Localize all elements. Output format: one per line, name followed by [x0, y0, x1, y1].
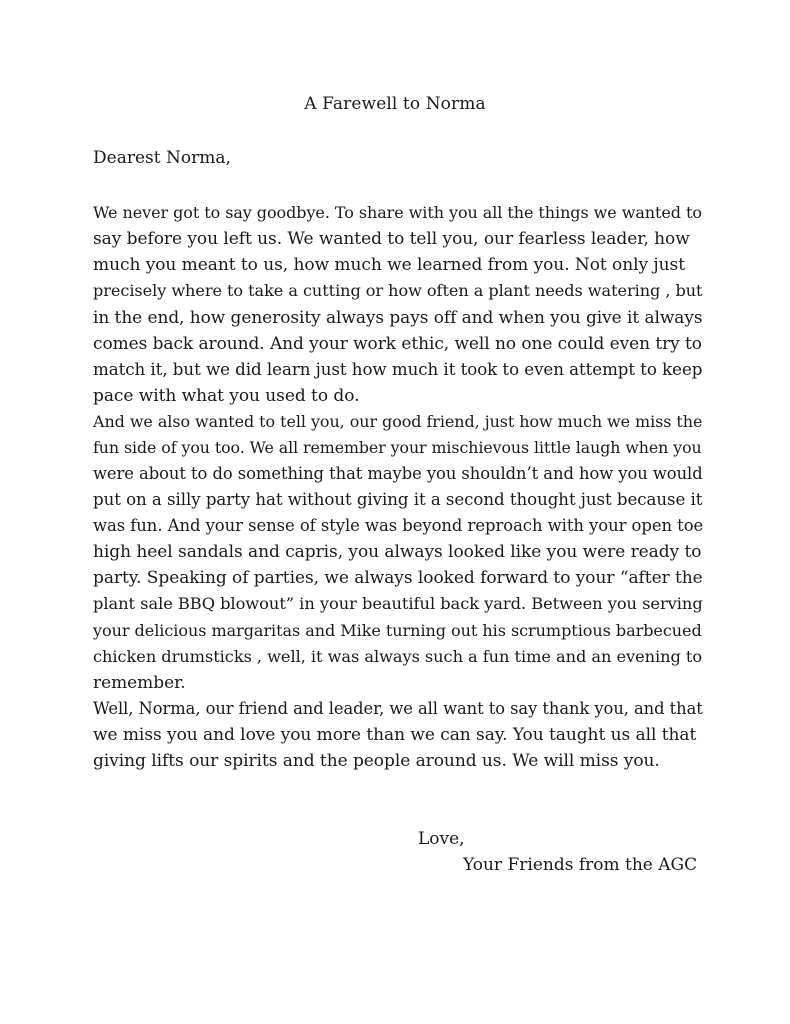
letter-line: say before you left us. We wanted to tell you, our fearless leader, how [93, 229, 690, 250]
letter-line: much you meant to us, how much we learned from you. Not only just [93, 255, 686, 276]
letter-line: chicken drumsticks , well, it was always such a fun time and an evening to [93, 646, 703, 666]
letter-salutation: Dearest Norma, [93, 148, 231, 168]
letter-line: giving lifts our spirits and the people around us. We will miss you. [93, 750, 660, 771]
letter-line: plant sale BBQ blowout” in your beautiful back yard. Between you serving [93, 594, 703, 614]
letter-signature: Your Friends from the AGC [463, 855, 698, 875]
letter-body [93, 200, 703, 774]
letter-line: was fun. And your sense of style was beyond reproach with your open toe [93, 516, 704, 536]
letter-line: put on a silly party hat without giving it a second thought just because it [93, 490, 703, 510]
letter-line: high heel sandals and capris, you always looked like you were ready to [93, 542, 702, 563]
letter-line: party. Speaking of parties, we always looked forward to your “after the [93, 568, 703, 589]
letter-line: pace with what you used to do. [93, 385, 360, 406]
letter-line: we miss you and love you more than we can say. You taught us all that [93, 724, 697, 745]
letter-line: And we also wanted to tell you, our good friend, just how much we miss the [93, 411, 703, 431]
letter-line: match it, but we did learn just how much it took to even attempt to keep [93, 359, 703, 379]
letter-line: Well, Norma, our friend and leader, we all want to say thank you, and that [93, 698, 703, 718]
letter-line: your delicious margaritas and Mike turning out his scrumptious barbecued [93, 620, 702, 640]
letter-closing: Love, [418, 829, 465, 849]
letter-line: precisely where to take a cutting or how often a plant needs watering , but [93, 281, 703, 301]
letter-line: fun side of you too. We all remember your mischievous little laugh when you [93, 437, 702, 457]
letter-line: remember. [93, 672, 186, 693]
letter-line: We never got to say goodbye. To share with you all the things we wanted to [93, 203, 702, 222]
letter-title: A Farewell to Norma [304, 94, 486, 114]
letter-line: were about to do something that maybe you shouldn’t and how you would [93, 463, 703, 483]
letter-line: in the end, how generosity always pays off and when you give it always [93, 307, 703, 328]
letter-line: comes back around. And your work ethic, well no one could even try to [93, 333, 702, 354]
